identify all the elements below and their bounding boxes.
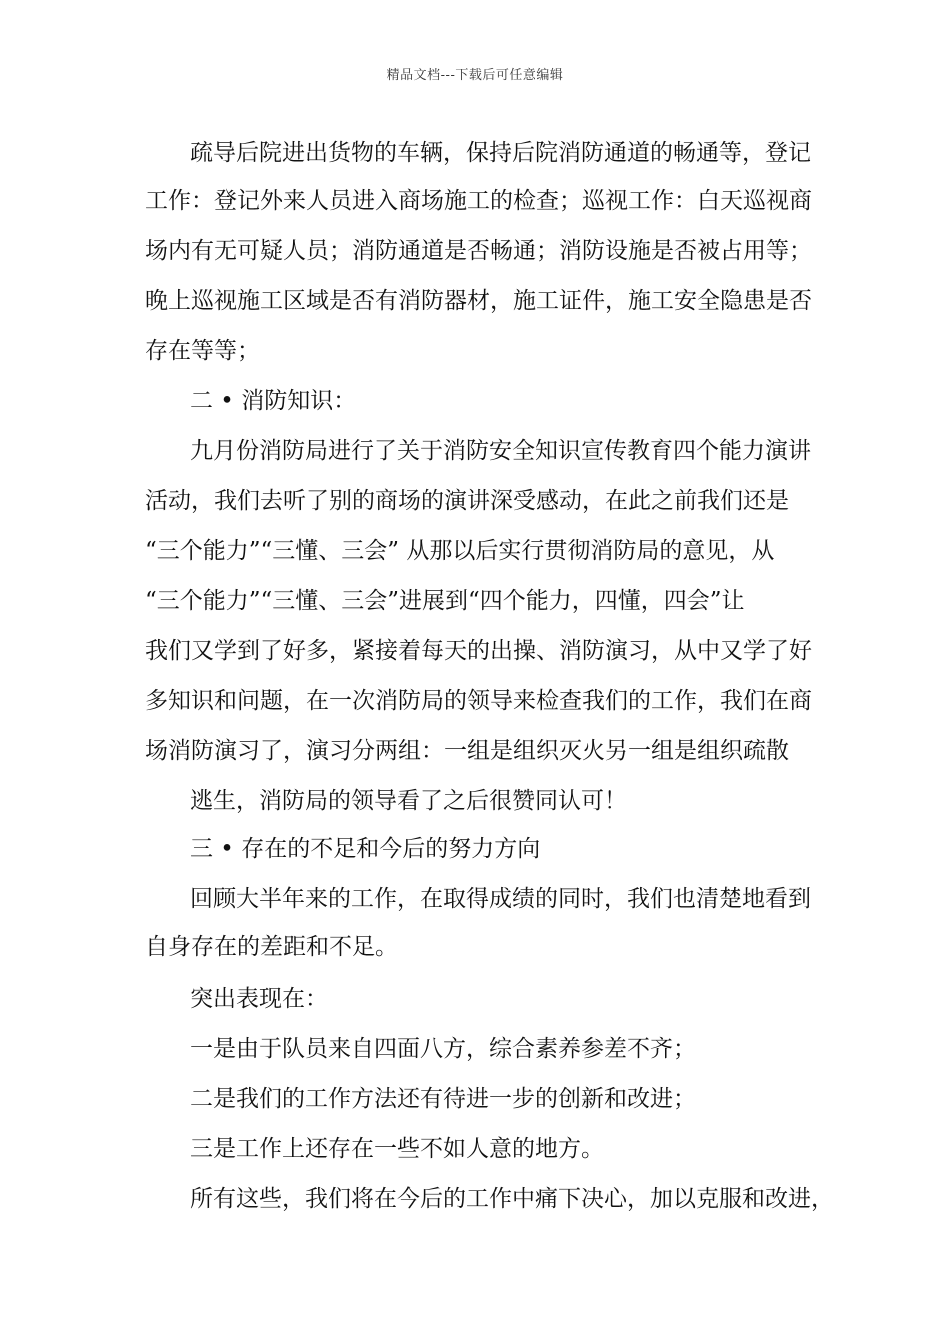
paragraph-line: 活动，我们去听了别的商场的演讲深受感动，在此之前我们还是 [145, 488, 789, 514]
paragraph-line: 晚上巡视施工区域是否有消防器材，施工证件，施工安全隐患是否 [145, 288, 812, 314]
paragraph-line: 存在等等； [145, 338, 260, 364]
paragraph-line: 逃生，消防局的领导看了之后很赞同认可！ [190, 788, 627, 814]
paragraph-line: 九月份消防局进行了关于消防安全知识宣传教育四个能力演讲 [190, 438, 811, 464]
paragraph-line: 所有这些，我们将在今后的工作中痛下决心，加以克服和改进， [190, 1186, 834, 1212]
paragraph-line: 场内有无可疑人员；消防通道是否畅通；消防设施是否被占用等； [145, 238, 812, 264]
paragraph-line: 多知识和问题，在一次消防局的领导来检查我们的工作，我们在商 [145, 688, 812, 714]
paragraph-line: 疏导后院进出货物的车辆，保持后院消防通道的畅通等，登记 [190, 140, 811, 166]
paragraph-line: 突出表现在： [190, 986, 328, 1012]
list-item: 一是由于队员来自四面八方，综合素养参差不齐； [190, 1036, 696, 1062]
paragraph-line: 场消防演习了，演习分两组：一组是组织灭火另一组是组织疏散 [145, 738, 789, 764]
section-heading: 二 • 消防知识： [190, 388, 357, 414]
paragraph-line: 自身存在的差距和不足。 [145, 934, 398, 960]
paragraph-line: 我们又学到了好多，紧接着每天的出操、消防演习，从中又学了好 [145, 638, 812, 664]
paragraph-line: “三个能力”“三懂、三会” 从那以后实行贯彻消防局的意见，从 [145, 538, 775, 564]
page-header: 精品文档---下载后可任意编辑 [386, 68, 564, 83]
paragraph-line: “三个能力”“三懂、三会”进展到“四个能力，四懂，四会”让 [145, 588, 745, 614]
list-item: 三是工作上还存在一些不如人意的地方。 [190, 1136, 604, 1162]
list-item: 二是我们的工作方法还有待进一步的创新和改进； [190, 1086, 696, 1112]
paragraph-line: 工作：登记外来人员进入商场施工的检查；巡视工作：白天巡视商 [145, 188, 812, 214]
paragraph-line: 回顾大半年来的工作，在取得成绩的同时，我们也清楚地看到 [190, 886, 811, 912]
section-heading: 三 • 存在的不足和今后的努力方向 [190, 836, 541, 862]
